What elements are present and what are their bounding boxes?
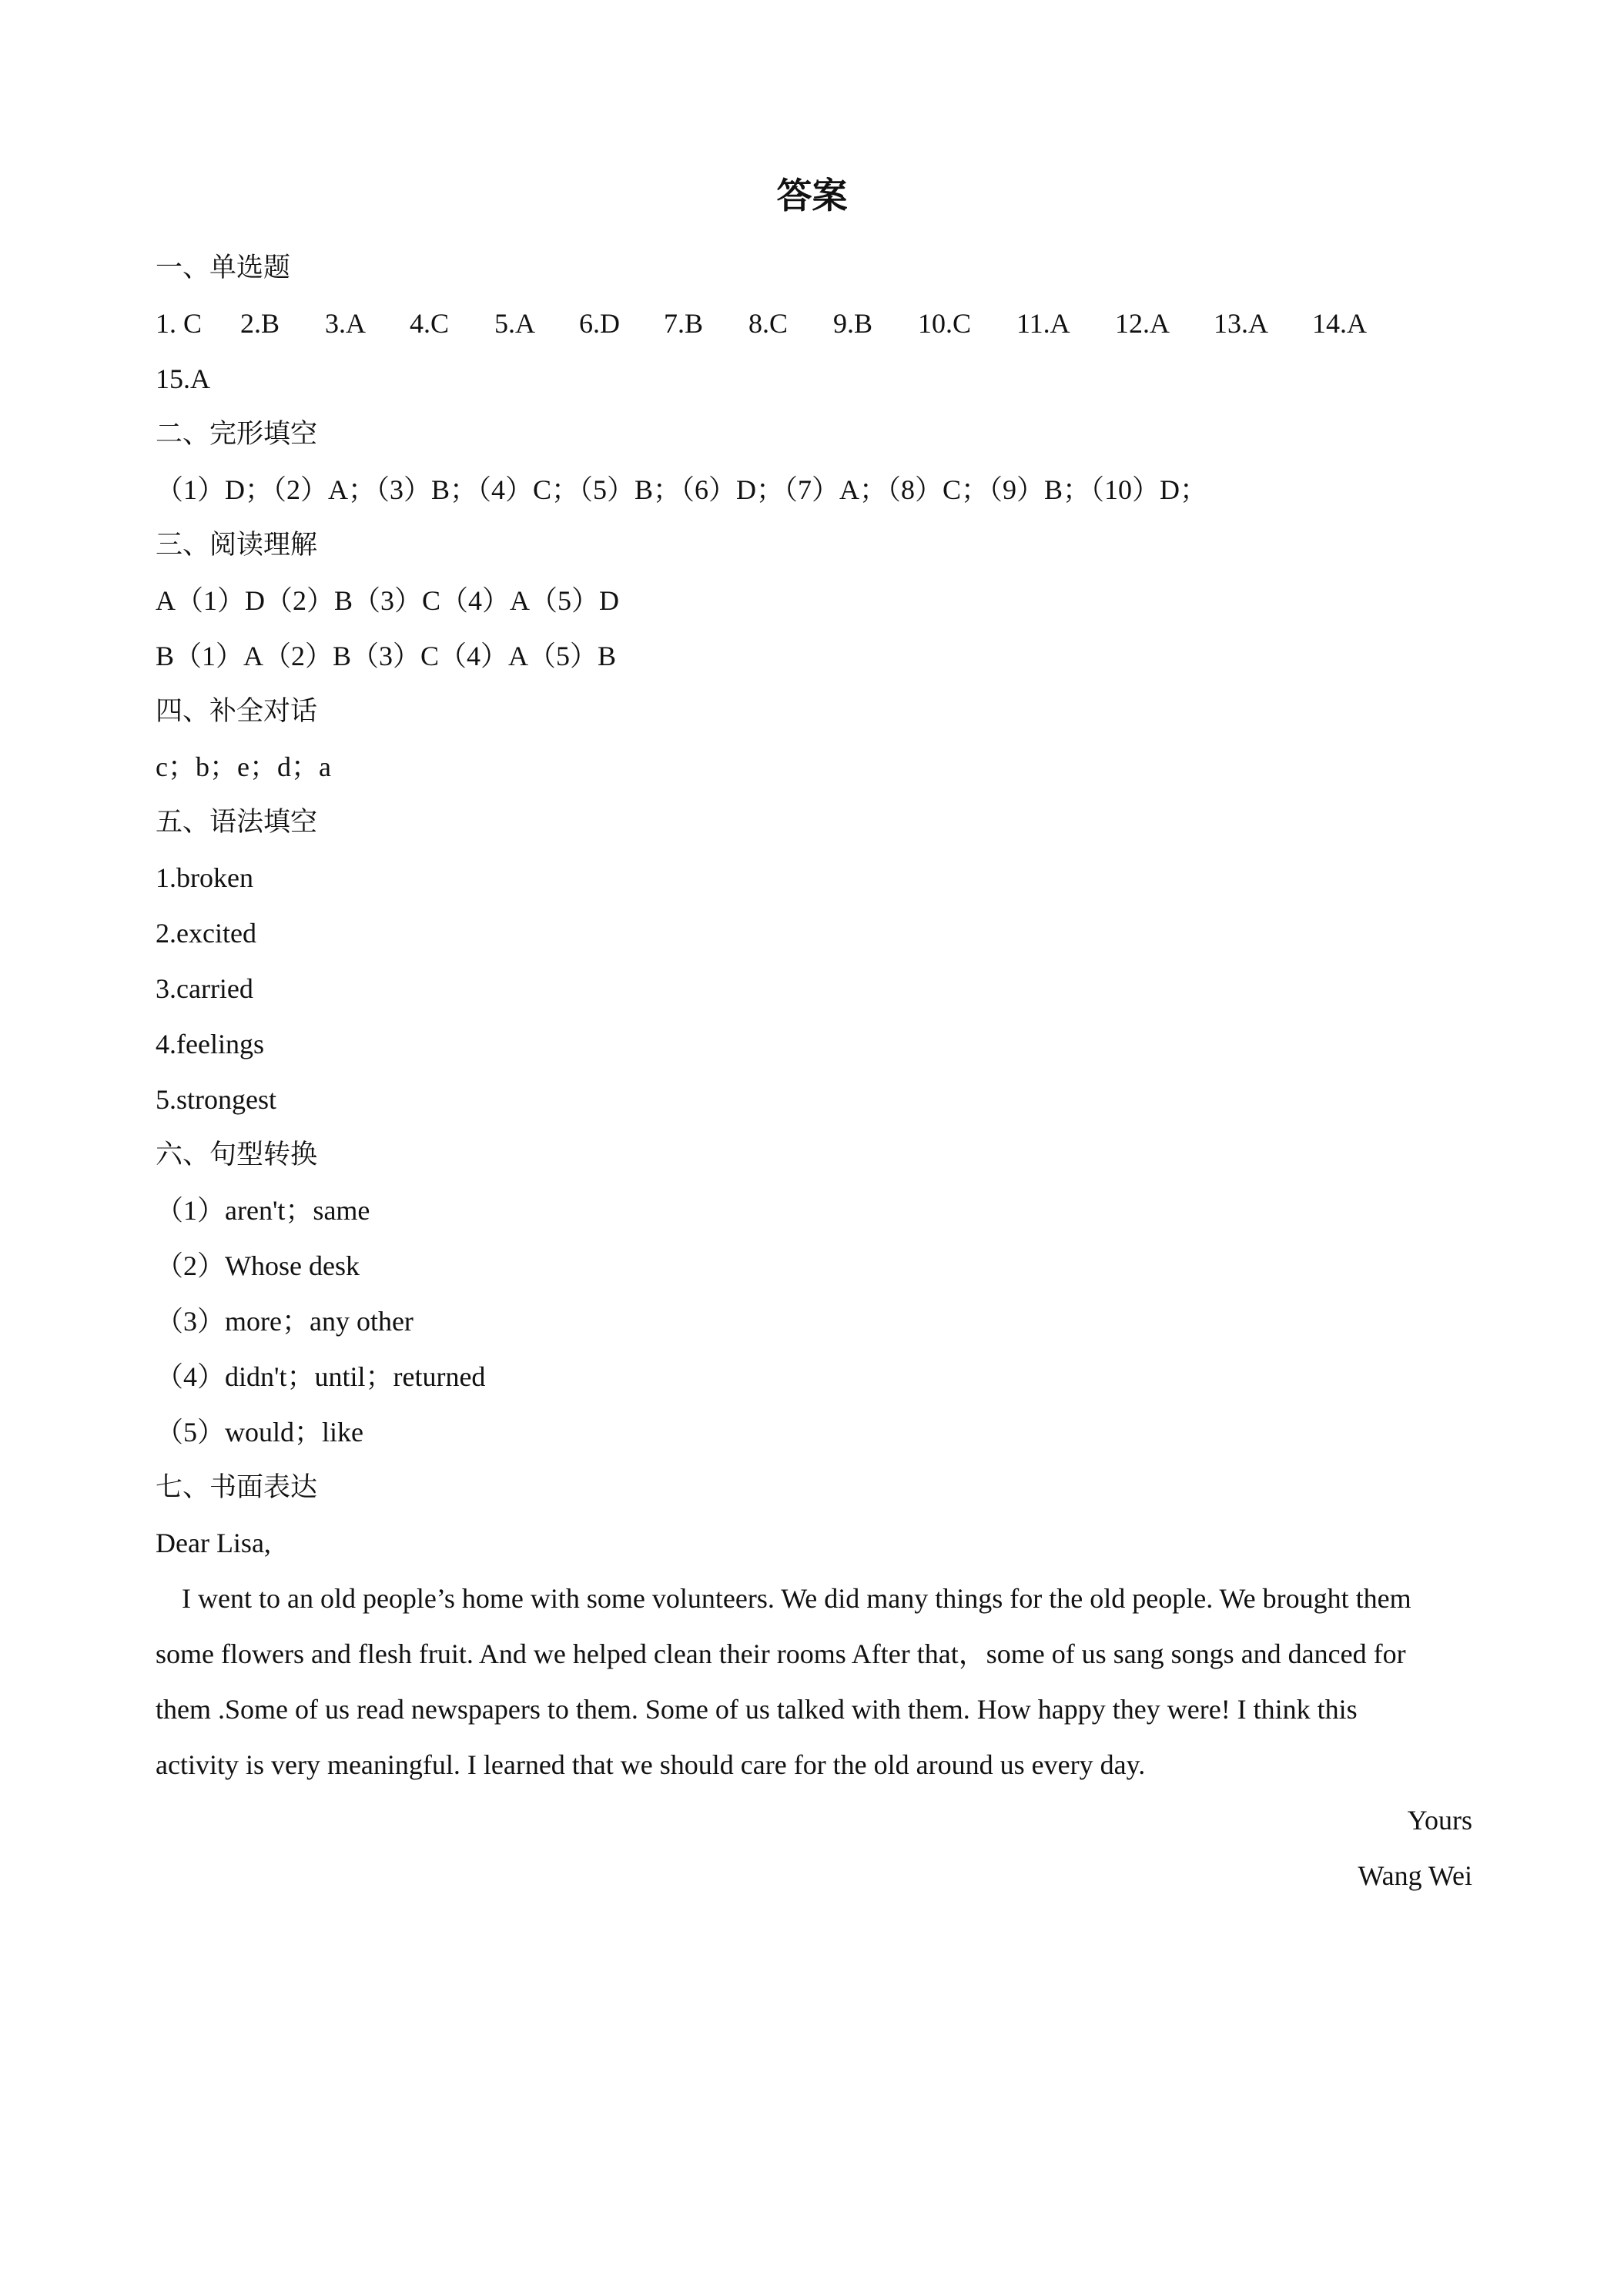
section-heading-dialogue: 四、补全对话 — [156, 696, 318, 727]
section-heading-cloze: 二、完形填空 — [156, 419, 318, 450]
answer-item: 14.A — [1312, 308, 1367, 339]
letter-signature: Wang Wei — [1358, 1860, 1472, 1891]
answer-item: 12.A — [1115, 308, 1170, 339]
reading-answers-a: A（1）D（2）B（3）C（4）A（5）D — [156, 585, 620, 616]
answer-item: 1. C — [156, 308, 203, 339]
section-heading-sentence-transform: 六、句型转换 — [156, 1140, 318, 1170]
section-heading-reading: 三、阅读理解 — [156, 530, 318, 561]
grammar-answer: 1.broken — [156, 862, 253, 893]
answer-item: 7.B — [664, 308, 704, 339]
letter-greeting: Dear Lisa, — [156, 1528, 271, 1558]
single-choice-answers-row-1 — [156, 296, 1472, 351]
cloze-answers: （1）D；（2）A；（3）B；（4）C；（5）B；（6）D；（7）A；（8）C；（9）B；（10）D； — [156, 474, 1208, 505]
transform-answer: （4）didn't；until；returned — [156, 1361, 486, 1392]
grammar-answer: 3.carried — [156, 973, 253, 1004]
grammar-answer: 4.feelings — [156, 1029, 264, 1059]
answer-content — [156, 240, 1472, 1903]
answer-item: 15.A — [156, 363, 210, 394]
letter-body-line: activity is very meaningful. I learned that we should care for the old around us every day. — [156, 1749, 1146, 1780]
answer-item: 5.A — [494, 308, 535, 339]
answer-item: 6.D — [579, 308, 620, 339]
answer-item: 9.B — [833, 308, 873, 339]
dialogue-answers: c；b；e；d；a — [156, 751, 331, 782]
answer-item: 11.A — [1016, 308, 1070, 339]
transform-answer: （1）aren't；same — [156, 1195, 370, 1226]
letter-body-line: them .Some of us read newspapers to them. Some of us talked with them. How happy they were! I think this — [156, 1694, 1358, 1725]
transform-answer: （5）would；like — [156, 1417, 363, 1448]
section-heading-grammar: 五、语法填空 — [156, 807, 318, 838]
answer-item: 13.A — [1214, 308, 1268, 339]
letter-body-line: I went to an old people’s home with some volunteers. We did many things for the old people. We brought them — [182, 1583, 1411, 1614]
page-title: 答案 — [776, 175, 848, 216]
letter-body-line: some flowers and flesh fruit. And we helped clean their rooms After that，some of us sang songs and danced for — [156, 1638, 1406, 1669]
answer-item: 10.C — [918, 308, 972, 339]
single-choice-answers-row-2 — [156, 351, 1472, 407]
answer-item: 2.B — [240, 308, 280, 339]
section-heading-single-choice: 一、单选题 — [156, 253, 291, 283]
grammar-answer: 2.excited — [156, 918, 256, 949]
answer-item: 4.C — [410, 308, 450, 339]
transform-answer: （3）more；any other — [156, 1306, 414, 1337]
section-heading-writing: 七、书面表达 — [156, 1472, 318, 1503]
transform-answer: （2）Whose desk — [156, 1250, 360, 1281]
reading-answers-b: B（1）A（2）B（3）C（4）A（5）B — [156, 641, 617, 671]
grammar-answer: 5.strongest — [156, 1084, 276, 1115]
answer-item: 8.C — [748, 308, 789, 339]
answer-item: 3.A — [325, 308, 366, 339]
letter-closing: Yours — [1407, 1805, 1472, 1836]
